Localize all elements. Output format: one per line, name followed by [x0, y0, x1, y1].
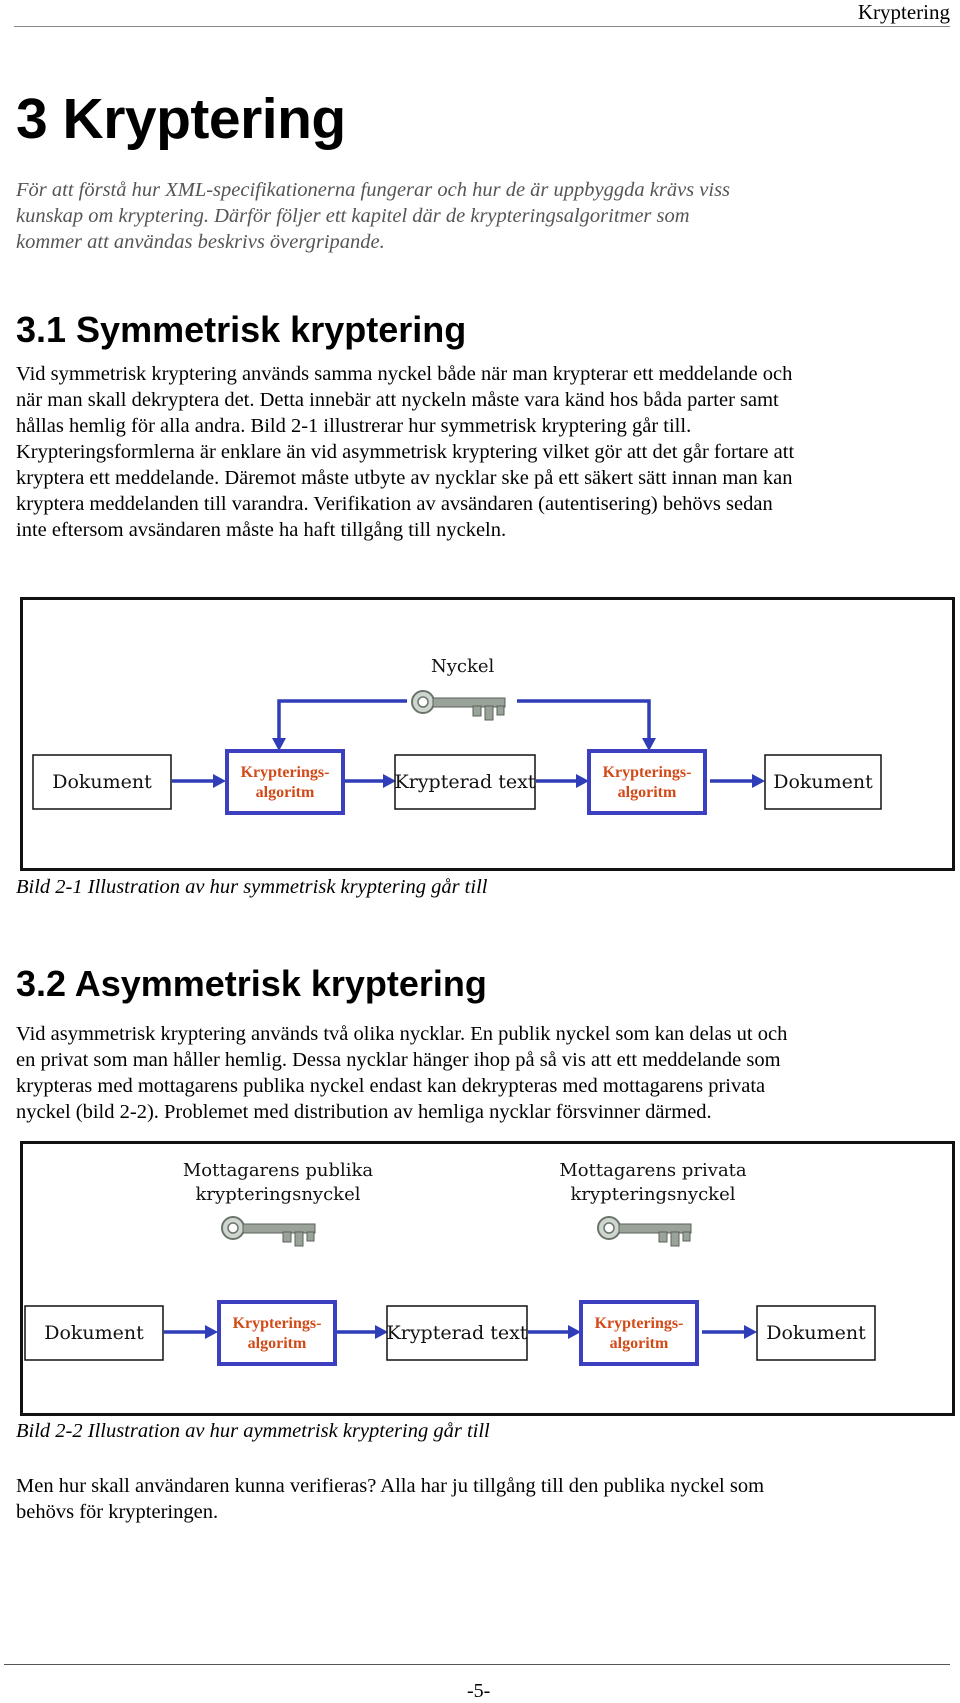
paragraph-line: kryptera ett meddelande. Däremot måste utbyte av nycklar ske på ett säkert sätt innan man kan [16, 467, 793, 489]
paragraph-line: Krypteringsformlerna är enklare än vid asymmetrisk kryptering vilket gör att det går fortare att [16, 441, 795, 463]
node-label: algoritm [247, 1335, 307, 1352]
chapter-heading: 3 Kryptering [16, 87, 346, 151]
key-label: krypteringsnyckel [570, 1184, 736, 1205]
paragraph-line: krypteras med mottagarens publika nyckel endast kan dekrypteras med mottagarens privata [16, 1075, 766, 1097]
arrow-right-icon [752, 774, 765, 788]
arrow-right-icon [744, 1325, 757, 1339]
paragraph-line: behövs för krypteringen. [16, 1501, 219, 1523]
node-algorithm-decrypt [581, 1302, 697, 1364]
figure-asymmetric [20, 1141, 955, 1416]
node-algorithm-encrypt [227, 751, 343, 813]
node-label: Dokument [766, 1322, 866, 1344]
paragraph-line: Men hur skall användaren kunna verifieras? Alla har ju tillgång till den publika nyckel som [16, 1475, 765, 1497]
node-label: Krypterings- [232, 1315, 322, 1332]
figure-caption: Bild 2-1 Illustration av hur symmetrisk kryptering går till [16, 876, 488, 898]
paragraph-line: nyckel (bild 2-2). Problemet med distribution av hemliga nycklar försvinner därmed. [16, 1101, 712, 1123]
node-label: Dokument [44, 1322, 144, 1344]
closing-paragraph [16, 1473, 946, 1525]
node-label: Dokument [773, 771, 873, 793]
running-header: Kryptering [857, 0, 950, 24]
intro-line: För att förstå hur XML-specifikationerna fungerar och hur de är uppbyggda krävs viss [16, 179, 731, 201]
key-icon [412, 691, 505, 720]
section-heading-asymmetric: 3.2 Asymmetrisk kryptering [16, 963, 487, 1004]
asymmetric-paragraph [16, 1021, 946, 1125]
footer-rule [4, 1664, 950, 1665]
figure-symmetric [20, 597, 955, 871]
public-key-icon [222, 1217, 315, 1246]
intro-line: kunskap om kryptering. Därför följer ett kapitel där de krypteringsalgoritmer som [16, 205, 690, 227]
paragraph-line: hållas hemlig för alla andra. Bild 2-1 illustrerar hur symmetrisk kryptering går till. [16, 415, 692, 437]
symmetric-paragraph [16, 361, 946, 543]
node-algorithm-encrypt [219, 1302, 335, 1364]
node-label: algoritm [609, 1335, 669, 1352]
key-label: Mottagarens publika [182, 1160, 374, 1181]
node-label: algoritm [255, 784, 315, 801]
arrow-right-icon [213, 774, 226, 788]
chapter-intro [16, 177, 946, 255]
intro-line: kommer att användas beskrivs övergripande. [16, 231, 385, 253]
header-rule [14, 26, 950, 27]
paragraph-line: en privat som man håller hemlig. Dessa nycklar hänger ihop på så vis att ett meddelande som [16, 1049, 781, 1071]
section-heading-symmetric: 3.1 Symmetrisk kryptering [16, 309, 467, 350]
paragraph-line: kryptera meddelanden till varandra. Verifikation av avsändaren (autentisering) behövs sedan [16, 493, 773, 515]
node-label: Krypterings- [602, 764, 692, 781]
page-number: -5- [467, 1680, 491, 1702]
paragraph-line: inte eftersom avsändaren måste ha haft tillgång till nyckeln. [16, 519, 507, 541]
paragraph-line: Vid asymmetrisk kryptering används två olika nycklar. En publik nyckel som kan delas ut och [16, 1023, 788, 1045]
key-label: krypteringsnyckel [195, 1184, 361, 1205]
paragraph-line: Vid symmetrisk kryptering används samma nyckel både när man krypterar ett meddelande och [16, 363, 793, 385]
node-label: Krypterings- [240, 764, 330, 781]
node-label: Krypterad text [386, 1322, 528, 1344]
key-label: Nyckel [431, 656, 495, 677]
paragraph-line: när man skall dekryptera det. Detta innebär att nyckeln måste vara känd hos båda parter samt [16, 389, 779, 411]
key-label: Mottagarens privata [559, 1160, 747, 1181]
node-label: algoritm [617, 784, 677, 801]
node-label: Dokument [52, 771, 152, 793]
node-label: Krypterings- [594, 1315, 684, 1332]
node-algorithm-decrypt [589, 751, 705, 813]
node-label: Krypterad text [394, 771, 536, 793]
arrow-right-icon [205, 1325, 218, 1339]
figure-caption: Bild 2-2 Illustration av hur aymmetrisk kryptering går till [16, 1420, 490, 1442]
private-key-icon [598, 1217, 691, 1246]
